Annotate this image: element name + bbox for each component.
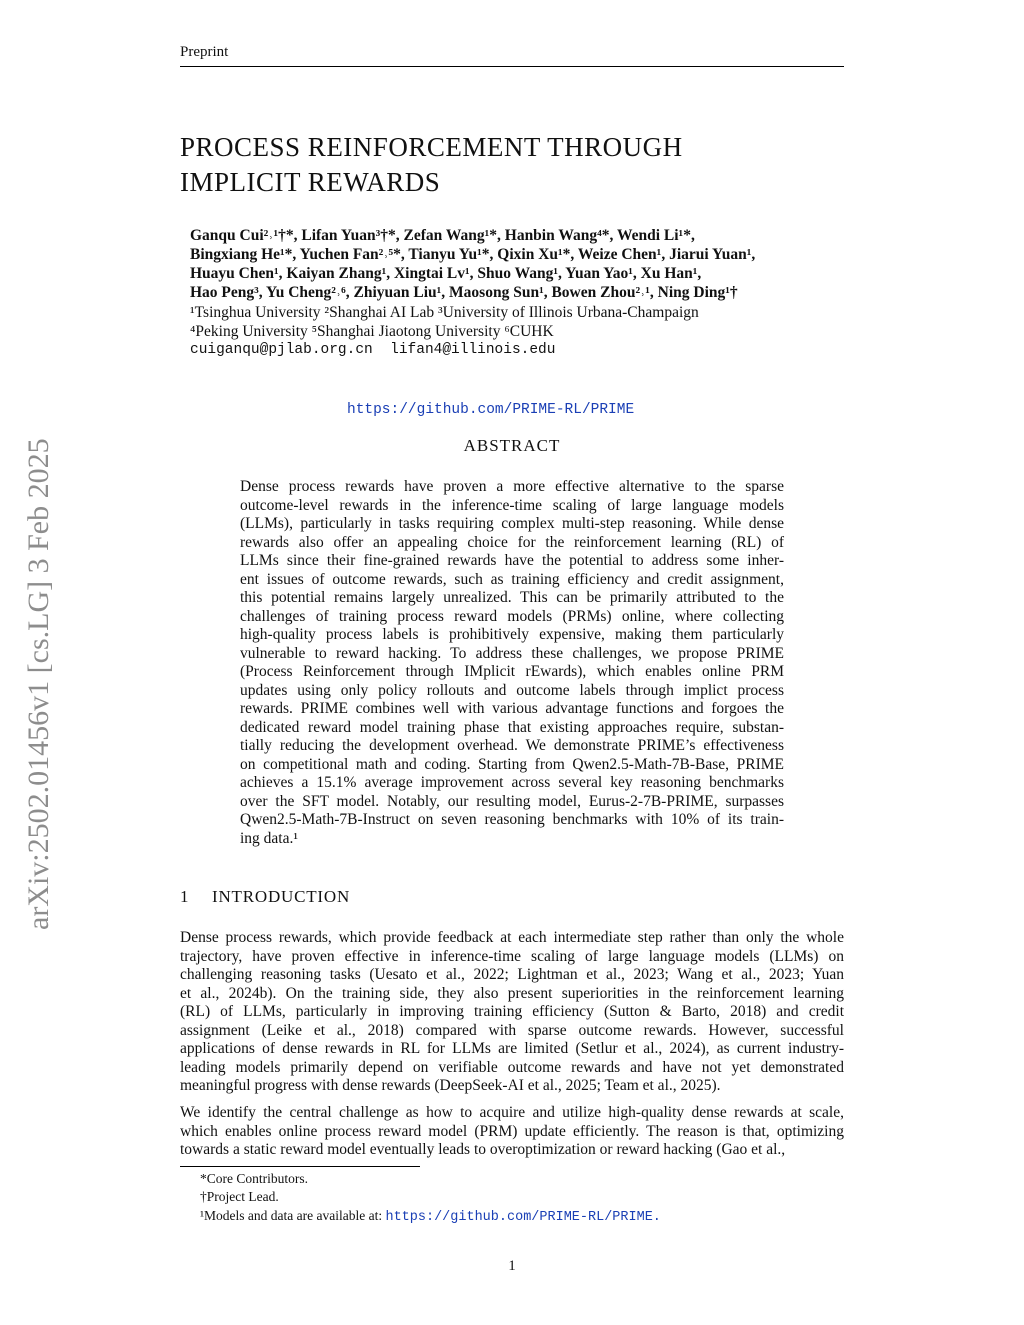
author-line: Hao Peng³, Yu Cheng²˒⁶, Zhiyuan Liu¹, Maosong Sun¹, Bowen Zhou²˒¹, Ning Ding¹†	[190, 284, 738, 301]
author-line: Huayu Chen¹, Kaiyan Zhang¹, Xingtai Lv¹, Shuo Wang¹, Yuan Yao¹, Xu Han¹,	[190, 265, 702, 282]
abstract-line: rewards also offer an appealing choice for the reinforcement learning (RL) of	[240, 533, 784, 551]
abstract-line: ent issues of outcome rewards, such as training efficiency and credit assignment,	[240, 570, 784, 588]
arxiv-id-text: arXiv:2502.01456v1 [cs.LG] 3 Feb 2025	[22, 438, 55, 930]
body-line: challenging reasoning tasks (Uesato et al., 2022; Lightman et al., 2023; Wang et al., 2023; Yuan	[180, 966, 844, 983]
footnote-core-contributors: *Core Contributors.	[200, 1171, 308, 1186]
abstract-line: Dense process rewards have proven a more effective alternative to the sparse	[240, 478, 784, 495]
abstract-line: ing data.¹	[240, 829, 299, 847]
body-line: applications of dense rewards in RL for LLMs are limited (Setlur et al., 2024), as current industry-	[180, 1040, 844, 1057]
running-header: Preprint	[180, 44, 229, 60]
footnote-text: ¹Models and data are available at:	[200, 1208, 386, 1223]
body-line: assignment (Leike et al., 2018) compared with sparse outcome rewards. However, successful	[180, 1021, 844, 1039]
author-line: Ganqu Cui²˒¹†*, Lifan Yuan³†*, Zefan Wang¹*, Hanbin Wang⁴*, Wendi Li¹*,	[190, 227, 695, 244]
abstract-line: this potential remains largely unrealized. This can be primarily attributed to the	[240, 589, 784, 606]
abstract-line: (Process Reinforcement through IMplicit rEwards), which enables online PRM	[240, 663, 784, 680]
body-line: which enables online process reward model (PRM) update efficiently. The reason is that, optimizing	[180, 1122, 844, 1140]
author-line: Bingxiang He¹*, Yuchen Fan²˒⁵*, Tianyu Yu¹*, Qixin Xu¹*, Weize Chen¹, Jiarui Yuan¹,	[190, 246, 756, 263]
title-line-2: IMPLICIT REWARDS	[180, 167, 441, 197]
abstract-line: high-quality process labels is prohibitively expensive, making them particularly	[240, 626, 784, 643]
body-line: meaningful progress with dense rewards (DeepSeek-AI et al., 2025; Team et al., 2025).	[180, 1077, 721, 1094]
contact-emails[interactable]: cuiganqu@pjlab.org.cn lifan4@illinois.edu	[190, 342, 556, 358]
body-line: leading models primarily depend on verifiable outcome rewards and have not yet demonstrated	[180, 1058, 844, 1076]
body-line: (RL) of LLMs, particularly in improving training efficiency (Sutton & Barto, 2018) and credit	[180, 1003, 844, 1020]
abstract-line: updates using only policy rollouts and outcome labels through implict process	[240, 681, 784, 699]
body-line: Dense process rewards, which provide feedback at each intermediate step rather than only the whole	[180, 929, 844, 946]
affiliations	[190, 303, 840, 341]
page-number: 1	[508, 1258, 516, 1274]
abstract-heading: ABSTRACT	[463, 436, 561, 455]
abstract-line: on competitional math and coding. Starting from Qwen2.5-Math-7B-Base, PRIME	[240, 755, 784, 773]
paper-title	[180, 130, 840, 200]
intro-paragraph-1	[180, 929, 844, 1096]
section-heading	[180, 887, 350, 907]
abstract-line: (LLMs), particularly in tasks requiring complex multi-step reasoning. While dense	[240, 515, 784, 532]
author-list	[190, 226, 840, 302]
abstract-line: tially reducing the development overhead. We demonstrate PRIME’s effectiveness	[240, 737, 784, 754]
abstract-line: vulnerable to reward hacking. To address these challenges, we propose PRIME	[240, 644, 784, 662]
abstract-line: challenges of training process reward models (PRMs) online, where collecting	[240, 607, 784, 625]
body-line: We identify the central challenge as how to acquire and utilize high-quality dense rewards at scale,	[180, 1104, 844, 1121]
abstract-line: over the SFT model. Notably, our resulting model, Eurus-2-7B-PRIME, surpasses	[240, 792, 784, 810]
abstract-line: rewards. PRIME combines well with various advantage functions and forgoes the	[240, 700, 784, 717]
title-line-1: PROCESS REINFORCEMENT THROUGH	[180, 132, 683, 162]
section-title: INTRODUCTION	[212, 887, 351, 906]
github-link[interactable]: https://github.com/PRIME-RL/PRIME	[347, 402, 635, 418]
footnote-rule	[180, 1166, 420, 1167]
abstract-body	[240, 478, 784, 848]
abstract-line: Qwen2.5-Math-7B-Instruct on seven reasoning benchmarks with 10% of its train-	[240, 811, 784, 828]
abstract-line: achieves a 15.1% average improvement across several key reasoning benchmarks	[240, 774, 784, 791]
body-line: et al., 2024b). On the training side, they also present superiorities in the reinforcement learning	[180, 984, 844, 1002]
header-rule	[180, 66, 844, 67]
affiliation-line: ¹Tsinghua University ²Shanghai AI Lab ³University of Illinois Urbana-Champaign	[190, 304, 699, 321]
abstract-line: LLMs since their fine-grained rewards have the potential to address some inher-	[240, 552, 784, 569]
body-line: trajectory, have proven effective in inference-time scaling of large language models (LLMs) on	[180, 947, 844, 965]
body-line: towards a static reward model eventually leads to overoptimization or reward hacking (Gao et al.,	[180, 1141, 786, 1158]
footnote-models-data	[200, 1207, 661, 1227]
section-number: 1	[180, 887, 190, 906]
affiliation-line: ⁴Peking University ⁵Shanghai Jiaotong University ⁶CUHK	[190, 323, 554, 340]
abstract-line: dedicated reward model training phase that existing approaches require, substan-	[240, 718, 784, 736]
abstract-line: outcome-level rewards in the inference-time scaling of large language models	[240, 496, 784, 514]
intro-paragraph-2	[180, 1104, 844, 1160]
footnote-github-link[interactable]: https://github.com/PRIME-RL/PRIME.	[385, 1210, 661, 1225]
footnote-project-lead: †Project Lead.	[200, 1189, 279, 1204]
